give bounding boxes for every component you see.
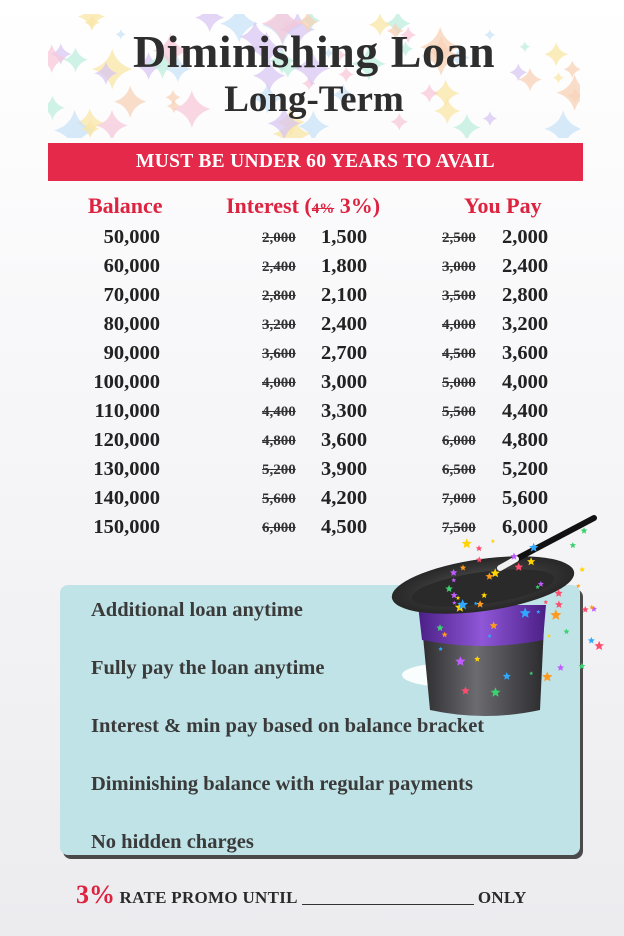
pay-new-cell: 3,200 — [502, 313, 549, 335]
interest-old-cell: 6,000 — [262, 520, 296, 536]
interest-new-cell: 3,900 — [321, 458, 368, 480]
table-row — [0, 400, 624, 428]
pay-old-cell: 4,500 — [442, 346, 476, 362]
table-row — [0, 284, 624, 312]
interest-new-cell: 2,700 — [321, 342, 368, 364]
feature-diminishing-balance: Diminishing balance with regular payments — [91, 773, 473, 795]
interest-old-cell: 3,600 — [262, 346, 296, 362]
promo-rate: 3% — [76, 880, 115, 909]
balance-cell: 140,000 — [93, 487, 160, 509]
pay-old-cell: 2,500 — [442, 230, 476, 246]
interest-old-cell: 4,000 — [262, 375, 296, 391]
table-row — [0, 429, 624, 457]
balance-cell: 120,000 — [93, 429, 160, 451]
interest-old-rate: 4% — [311, 201, 335, 217]
pay-new-cell: 4,800 — [502, 429, 549, 451]
interest-old-cell: 2,400 — [262, 259, 296, 275]
balance-cell: 100,000 — [93, 371, 160, 393]
page-title: Diminishing Loan — [132, 26, 496, 77]
interest-new-cell: 2,400 — [321, 313, 368, 335]
column-header-balance: Balance — [88, 193, 163, 218]
interest-new-cell: 2,100 — [321, 284, 368, 306]
balance-cell: 150,000 — [93, 516, 160, 538]
balance-cell: 90,000 — [103, 342, 160, 364]
promo-text: RATE PROMO UNTIL — [115, 888, 298, 907]
pay-new-cell: 5,200 — [502, 458, 549, 480]
balance-cell: 70,000 — [103, 284, 160, 306]
pay-old-cell: 3,500 — [442, 288, 476, 304]
pay-old-cell: 7,000 — [442, 491, 476, 507]
promo-date-blank — [302, 886, 474, 905]
balance-cell: 50,000 — [103, 226, 160, 248]
interest-new-rate: 3%) — [334, 193, 381, 218]
pay-old-cell: 4,000 — [442, 317, 476, 333]
pay-new-cell: 2,400 — [502, 255, 549, 277]
interest-old-cell: 2,800 — [262, 288, 296, 304]
interest-old-cell: 5,600 — [262, 491, 296, 507]
pay-new-cell: 4,000 — [502, 371, 549, 393]
feature-fully-pay: Fully pay the loan anytime — [91, 657, 325, 679]
table-row — [0, 226, 624, 254]
interest-new-cell: 3,000 — [321, 371, 368, 393]
interest-new-cell: 3,600 — [321, 429, 368, 451]
interest-new-cell: 4,500 — [321, 516, 368, 538]
pay-old-cell: 6,500 — [442, 462, 476, 478]
pay-new-cell: 5,600 — [502, 487, 549, 509]
pay-old-cell: 7,500 — [442, 520, 476, 536]
magic-hat-icon — [380, 510, 610, 725]
column-header-you-pay: You Pay — [464, 193, 542, 218]
interest-old-cell: 3,200 — [262, 317, 296, 333]
table-row — [0, 342, 624, 370]
feature-interest-min-pay: Interest & min pay based on balance bracket — [91, 715, 485, 737]
interest-new-cell: 4,200 — [321, 487, 368, 509]
pay-old-cell: 6,000 — [442, 433, 476, 449]
balance-cell: 60,000 — [103, 255, 160, 277]
column-header-interest — [226, 193, 380, 219]
promo-only: ONLY — [477, 888, 527, 907]
pay-new-cell: 4,400 — [502, 400, 549, 422]
pay-new-cell: 2,800 — [502, 284, 549, 306]
balance-cell: 110,000 — [94, 400, 160, 422]
pay-new-cell: 3,600 — [502, 342, 549, 364]
pay-new-cell: 6,000 — [502, 516, 549, 538]
interest-old-cell: 2,000 — [262, 230, 296, 246]
pay-old-cell: 3,000 — [442, 259, 476, 275]
interest-old-cell: 4,400 — [262, 404, 296, 420]
interest-old-cell: 4,800 — [262, 433, 296, 449]
feature-no-hidden-charges: No hidden charges — [91, 831, 254, 853]
page-subtitle: Long-Term — [224, 79, 404, 120]
interest-new-cell: 1,800 — [321, 255, 368, 277]
feature-additional-loan: Additional loan anytime — [91, 599, 303, 621]
table-row — [0, 255, 624, 283]
age-requirement-banner: MUST BE UNDER 60 YEARS TO AVAIL — [48, 143, 583, 181]
interest-old-cell: 5,200 — [262, 462, 296, 478]
pay-old-cell: 5,000 — [442, 375, 476, 391]
interest-new-cell: 1,500 — [321, 226, 368, 248]
pay-new-cell: 2,000 — [502, 226, 549, 248]
table-row — [0, 371, 624, 399]
interest-label: Interest ( — [226, 193, 312, 218]
table-row — [0, 458, 624, 486]
table-row — [0, 313, 624, 341]
promo-footer — [76, 880, 576, 916]
header — [48, 14, 580, 138]
balance-cell: 130,000 — [93, 458, 160, 480]
balance-cell: 80,000 — [103, 313, 160, 335]
interest-new-cell: 3,300 — [321, 400, 368, 422]
pay-old-cell: 5,500 — [442, 404, 476, 420]
